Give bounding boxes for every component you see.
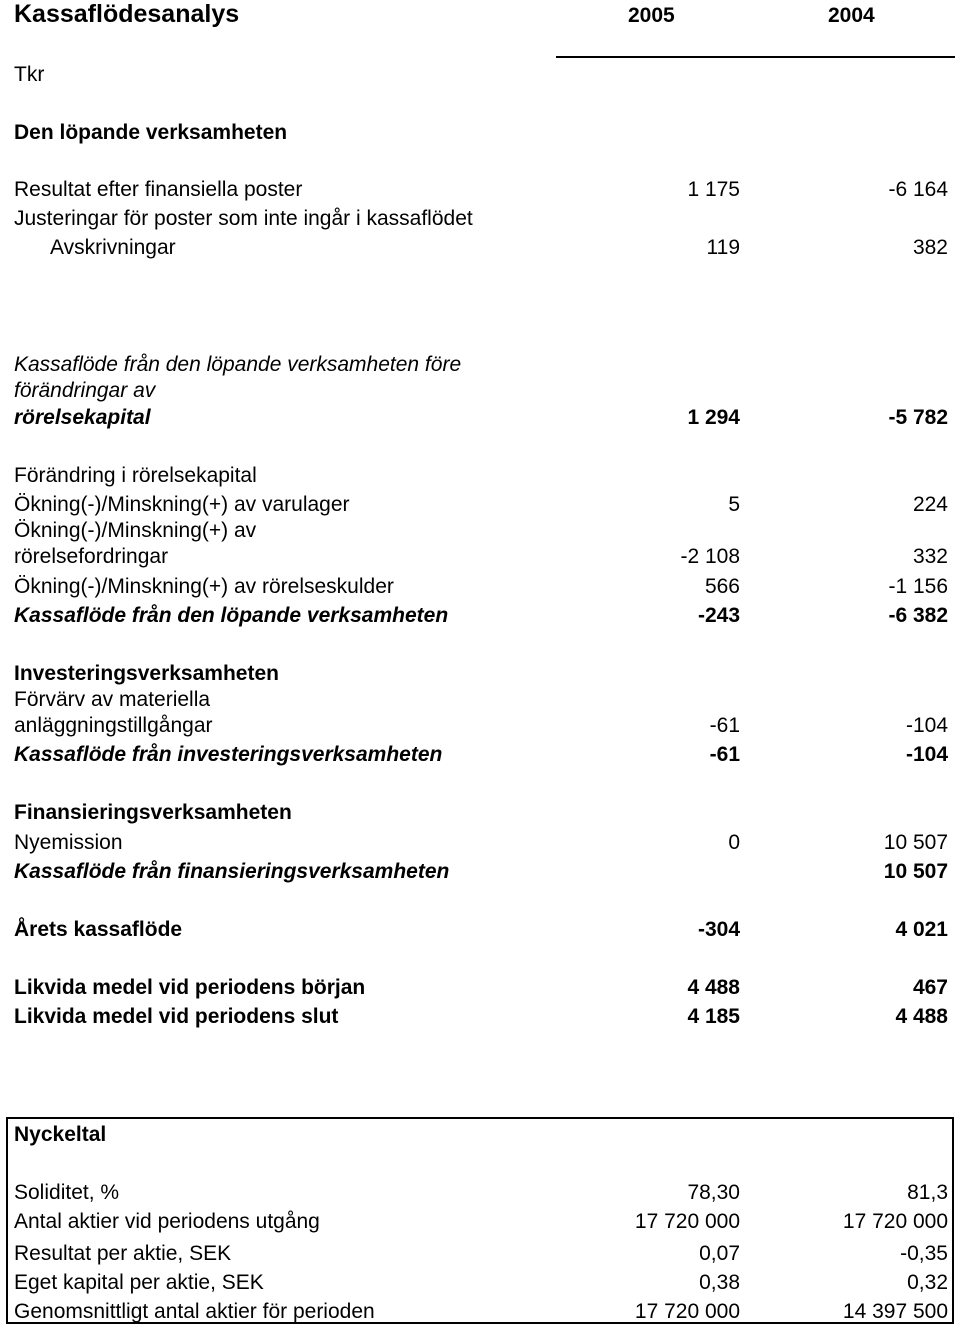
row-resultat-2005: 1 175 xyxy=(687,178,740,201)
nyckeltal-resultat-per-aktie-label: Resultat per aktie, SEK xyxy=(14,1242,232,1265)
section-lopande-heading: Den löpande verksamheten xyxy=(14,121,288,144)
row-kassaflode-fore-label-2: förändringar av xyxy=(14,379,156,402)
year-2005-header: 2005 xyxy=(628,4,675,27)
nyckeltal-soliditet-2004: 81,3 xyxy=(907,1181,948,1204)
page-title: Kassaflödesanalys xyxy=(14,0,240,28)
row-avskrivningar-2005: 119 xyxy=(706,236,740,259)
row-varulager-label: Ökning(-)/Minskning(+) av varulager xyxy=(14,493,350,516)
row-likvida-borjan-2004: 467 xyxy=(912,976,948,999)
row-kassaflode-lopande-label: Kassaflöde från den löpande verksamheten xyxy=(14,604,449,627)
row-likvida-borjan-2005: 4 488 xyxy=(687,976,740,999)
row-forandring-heading: Förändring i rörelsekapital xyxy=(14,464,257,487)
row-nyemission-label: Nyemission xyxy=(14,831,123,854)
header-rule xyxy=(556,56,955,58)
row-fordringar-label-2: rörelsefordringar xyxy=(14,545,169,568)
row-kassaflode-fore-2005: 1 294 xyxy=(687,406,740,429)
row-fordringar-2005: -2 108 xyxy=(680,545,740,568)
row-fordringar-label-1: Ökning(-)/Minskning(+) av xyxy=(14,519,257,542)
row-kassaflode-fore-label-3: rörelsekapital xyxy=(14,406,151,429)
section-finansiering-heading: Finansieringsverksamheten xyxy=(14,801,292,824)
row-likvida-slut-2004: 4 488 xyxy=(895,1005,948,1028)
row-forvarv-2005: -61 xyxy=(709,714,740,737)
row-kassaflode-fore-2004: -5 782 xyxy=(888,406,948,429)
nyckeltal-genomsnitt-label: Genomsnittligt antal aktier för perioden xyxy=(14,1300,375,1323)
row-forvarv-label-1: Förvärv av materiella xyxy=(14,688,211,711)
row-nyemission-2004: 10 507 xyxy=(883,831,948,854)
row-justeringar-label: Justeringar för poster som inte ingår i kassaflödet xyxy=(14,207,473,230)
nyckeltal-soliditet-label: Soliditet, % xyxy=(14,1181,120,1204)
nyckeltal-genomsnitt-2004: 14 397 500 xyxy=(842,1300,948,1323)
row-likvida-slut-2005: 4 185 xyxy=(687,1005,740,1028)
row-kassaflode-investering-label: Kassaflöde från investeringsverksamheten xyxy=(14,743,443,766)
row-varulager-2004: 224 xyxy=(912,493,948,516)
row-varulager-2005: 5 xyxy=(728,493,740,516)
row-kassaflode-lopande-2005: -243 xyxy=(697,604,740,627)
row-kassaflode-investering-2005: -61 xyxy=(709,743,740,766)
nyckeltal-antal-aktier-2004: 17 720 000 xyxy=(842,1210,948,1233)
unit-label: Tkr xyxy=(14,63,45,86)
row-likvida-slut-label: Likvida medel vid periodens slut xyxy=(14,1005,339,1028)
row-arets-kassaflode-2005: -304 xyxy=(697,918,740,941)
row-likvida-borjan-label: Likvida medel vid periodens början xyxy=(14,976,366,999)
row-skulder-2004: -1 156 xyxy=(888,575,948,598)
row-forvarv-label-2: anläggningstillgångar xyxy=(14,714,213,737)
row-resultat-label: Resultat efter finansiella poster xyxy=(14,178,303,201)
row-arets-kassaflode-2004: 4 021 xyxy=(895,918,948,941)
row-avskrivningar-label: Avskrivningar xyxy=(50,236,176,259)
section-investering-heading: Investeringsverksamheten xyxy=(14,662,279,685)
row-nyemission-2005: 0 xyxy=(728,831,740,854)
nyckeltal-soliditet-2005: 78,30 xyxy=(687,1181,740,1204)
row-fordringar-2004: 332 xyxy=(912,545,948,568)
nyckeltal-antal-aktier-label: Antal aktier vid periodens utgång xyxy=(14,1210,320,1233)
nyckeltal-eget-kapital-2005: 0,38 xyxy=(699,1271,740,1294)
nyckeltal-heading: Nyckeltal xyxy=(14,1123,107,1146)
row-kassaflode-finansiering-label: Kassaflöde från finansieringsverksamheten xyxy=(14,860,450,883)
nyckeltal-eget-kapital-label: Eget kapital per aktie, SEK xyxy=(14,1271,264,1294)
nyckeltal-antal-aktier-2005: 17 720 000 xyxy=(634,1210,740,1233)
nyckeltal-resultat-per-aktie-2005: 0,07 xyxy=(699,1242,740,1265)
row-kassaflode-investering-2004: -104 xyxy=(905,743,948,766)
row-kassaflode-finansiering-2004: 10 507 xyxy=(883,860,948,883)
nyckeltal-genomsnitt-2005: 17 720 000 xyxy=(634,1300,740,1323)
row-skulder-label: Ökning(-)/Minskning(+) av rörelseskulder xyxy=(14,575,394,598)
row-forvarv-2004: -104 xyxy=(905,714,948,737)
row-skulder-2005: 566 xyxy=(704,575,740,598)
nyckeltal-eget-kapital-2004: 0,32 xyxy=(907,1271,948,1294)
year-2004-header: 2004 xyxy=(828,4,875,27)
row-kassaflode-fore-label-1: Kassaflöde från den löpande verksamheten före xyxy=(14,353,462,376)
row-avskrivningar-2004: 382 xyxy=(912,236,948,259)
row-kassaflode-lopande-2004: -6 382 xyxy=(888,604,948,627)
row-resultat-2004: -6 164 xyxy=(888,178,948,201)
nyckeltal-resultat-per-aktie-2004: -0,35 xyxy=(900,1242,948,1265)
row-arets-kassaflode-label: Årets kassaflöde xyxy=(14,918,183,941)
